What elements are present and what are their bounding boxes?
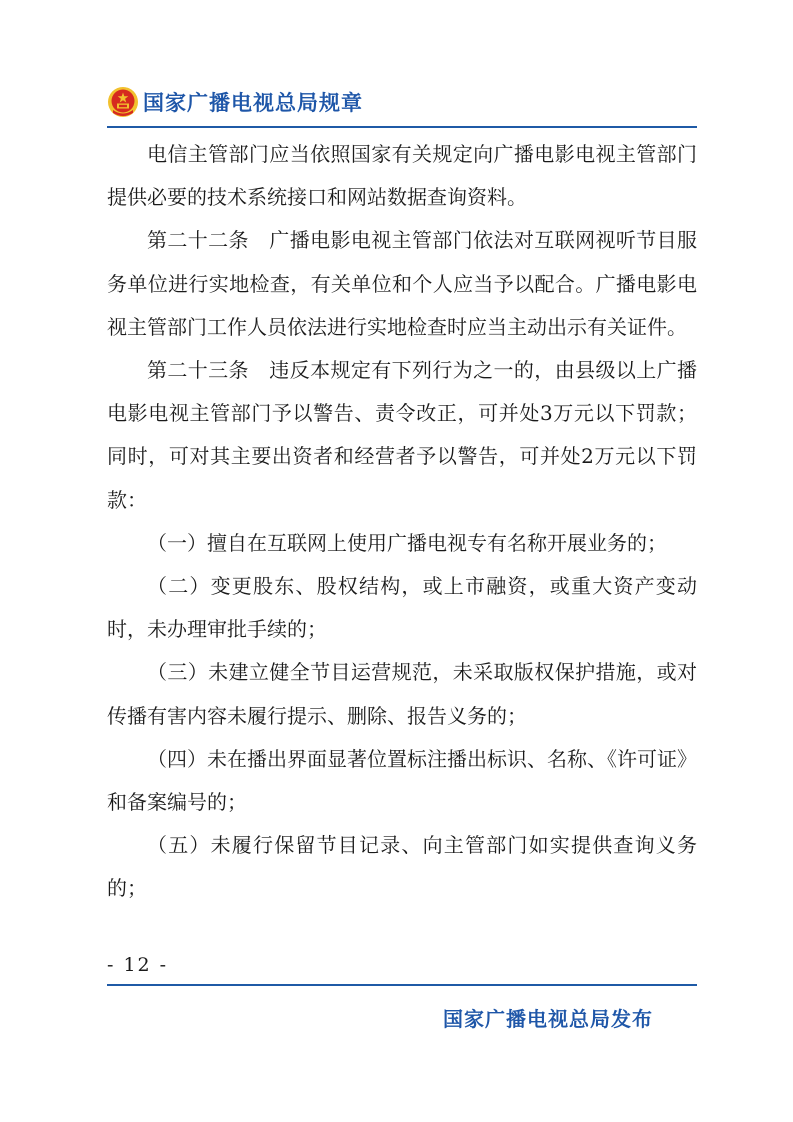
paragraph: （四）未在播出界面显著位置标注播出标识、名称、《许可证》和备案编号的； bbox=[107, 746, 697, 815]
paragraph: （五）未履行保留节目记录、向主管部门如实提供查询义务的； bbox=[107, 833, 697, 901]
page-number: - 12 - bbox=[107, 954, 169, 976]
paragraph: （一）擅自在互联网上使用广播电视专有名称开展业务的； bbox=[147, 530, 667, 555]
header-title: 国家广播电视总局规章 bbox=[143, 91, 363, 115]
header-divider bbox=[107, 126, 697, 128]
paragraph: （二）变更股东、股权结构，或上市融资，或重大资产变动时，未办理审批手续的； bbox=[107, 574, 697, 642]
footer-divider bbox=[107, 984, 697, 986]
footer-publisher: 国家广播电视总局发布 bbox=[443, 1007, 653, 1031]
document-body bbox=[107, 133, 697, 911]
paragraph: 第二十二条 广播电影电视主管部门依法对互联网视听节目服务单位进行实地检查，有关单位和个人应当予以配合。广播电影电视主管部门工作人员依法进行实地检查时应当主动出示有关证件。 bbox=[107, 228, 697, 339]
page-header bbox=[107, 82, 363, 122]
paragraph: 第二十三条 违反本规定有下列行为之一的，由县级以上广播电影电视主管部门予以警告、责令改正，可并处3万元以下罚款；同时，可对其主要出资者和经营者予以警告，可并处2万元以下罚款： bbox=[107, 358, 697, 512]
paragraph: 电信主管部门应当依照国家有关规定向广播电影电视主管部门提供必要的技术系统接口和网站数据查询资料。 bbox=[107, 142, 697, 210]
paragraph: （三）未建立健全节目运营规范，未采取版权保护措施，或对传播有害内容未履行提示、删除、报告义务的； bbox=[107, 660, 697, 728]
national-emblem-icon bbox=[107, 86, 139, 118]
